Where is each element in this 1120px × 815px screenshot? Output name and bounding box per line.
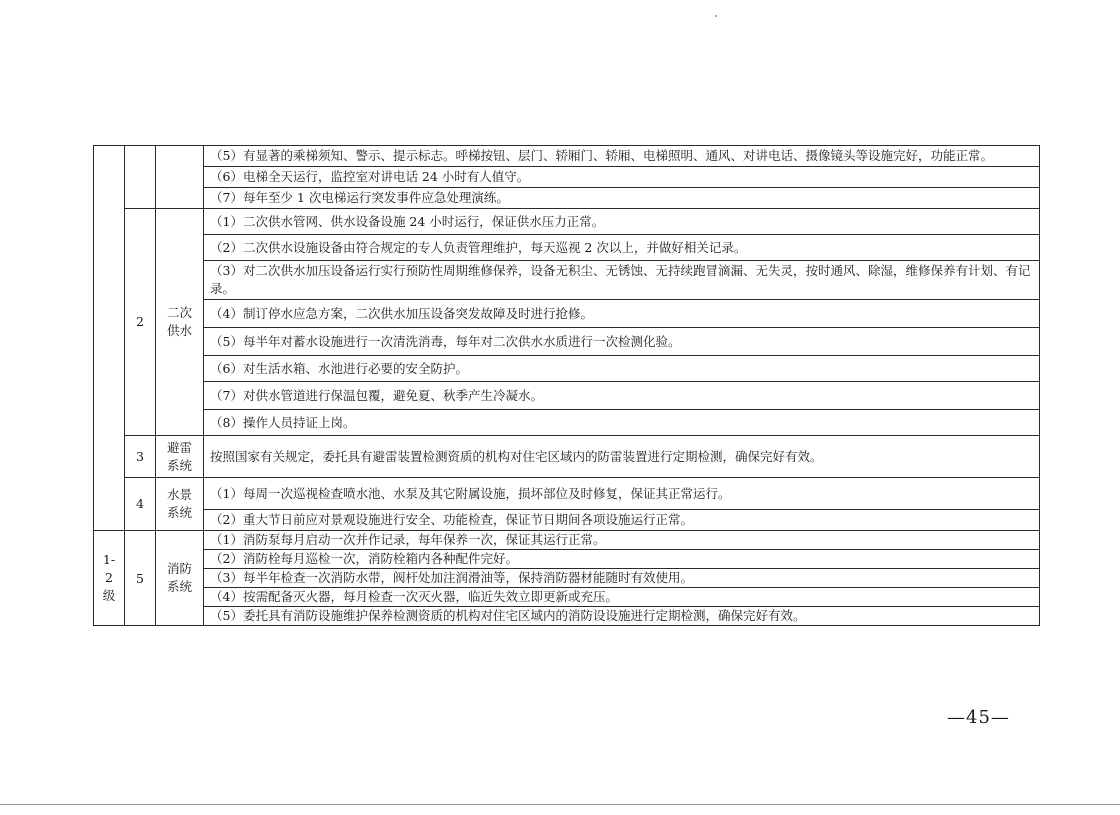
requirement-text: （5）委托具有消防设施维护保养检测资质的机构对住宅区域内的消防设设施进行定期检测，确保完好有效。: [204, 607, 1040, 626]
level-line: 2: [105, 570, 113, 585]
table-row: [94, 588, 1040, 607]
table-row: [94, 300, 1040, 328]
table-row: [94, 607, 1040, 626]
table-row: [94, 261, 1040, 300]
item-name-line: 系统: [166, 579, 192, 594]
item-number: 4: [125, 478, 156, 531]
requirement-text: （5）每半年对蓄水设施进行一次清洗消毒，每年对二次供水水质进行一次检测化验。: [204, 328, 1040, 356]
maintenance-standards-table: [93, 145, 1040, 531]
table-row: [94, 510, 1040, 531]
level-cell-upper: [94, 146, 125, 531]
requirement-text: （8）操作人员持证上岗。: [204, 410, 1040, 436]
table-row: [94, 188, 1040, 209]
item-number: 2: [125, 209, 156, 436]
requirement-text: （6）电梯全天运行，监控室对讲电话 24 小时有人值守。: [204, 167, 1040, 188]
requirement-text: （6）对生活水箱、水池进行必要的安全防护。: [204, 356, 1040, 382]
table-row: [94, 209, 1040, 235]
item-number: 5: [125, 531, 156, 626]
requirement-text: （2）二次供水设施设备由符合规定的专人负责管理维护，每天巡视 2 次以上，并做好相关记录。: [204, 235, 1040, 261]
requirement-text: （1）二次供水管网、供水设备设施 24 小时运行，保证供水压力正常。: [204, 209, 1040, 235]
requirement-text: （7）每年至少 1 次电梯运行突发事件应急处理演练。: [204, 188, 1040, 209]
table-row: [94, 356, 1040, 382]
item-name: [156, 209, 204, 436]
item-name: [156, 478, 204, 531]
item-name: [156, 436, 204, 478]
table-row: [94, 410, 1040, 436]
scan-speck: [715, 15, 717, 17]
item-name-line: 系统: [166, 457, 192, 473]
level-line: 级: [102, 588, 116, 603]
requirement-text: （2）消防栓每月巡检一次，消防栓箱内各种配件完好。: [204, 550, 1040, 569]
item-name: [156, 531, 204, 626]
table-row: [94, 382, 1040, 410]
item-name-line: 消防: [166, 561, 192, 576]
requirement-text: （1）消防泵每月启动一次并作记录，每年保养一次，保证其运行正常。: [204, 531, 1040, 550]
item-name-line: 供水: [166, 323, 192, 338]
requirement-text: （4）按需配备灭火器，每月检查一次灭火器，临近失效立即更新或充压。: [204, 588, 1040, 607]
name-cell-elevator: [156, 146, 204, 209]
requirement-text: （2）重大节日前应对景观设施进行安全、功能检查，保证节日期间各项设施运行正常。: [204, 510, 1040, 531]
requirement-text: 按照国家有关规定，委托具有避雷装置检测资质的机构对住宅区域内的防雷装置进行定期检测，确保完好有效。: [204, 436, 1040, 478]
item-name-line: 系统: [166, 505, 192, 520]
table-row: [94, 478, 1040, 510]
fire-system-table: [93, 530, 1040, 626]
requirement-text: （4）制订停水应急方案，二次供水加压设备突发故障及时进行抢修。: [204, 300, 1040, 328]
table-row: [94, 531, 1040, 550]
item-number: 3: [125, 436, 156, 478]
item-name-line: 避雷: [166, 439, 192, 455]
level-cell: [94, 531, 125, 626]
level-line: 1-: [102, 552, 116, 567]
requirement-text: （3）每半年检查一次消防水带，阀杆处加注润滑油等，保持消防器材能随时有效使用。: [204, 569, 1040, 588]
no-cell-elevator: [125, 146, 156, 209]
table-row: [94, 328, 1040, 356]
table-row: [94, 436, 1040, 478]
table-row: [94, 146, 1040, 167]
table-row: [94, 235, 1040, 261]
item-name-line: 水景: [166, 487, 192, 502]
table-row: [94, 569, 1040, 588]
footer-rule: [0, 804, 1120, 805]
table-row: [94, 550, 1040, 569]
requirement-text: （5）有显著的乘梯须知、警示、提示标志。呼梯按钮、层门、轿厢门、轿厢、电梯照明、通风、对讲电话、摄像镜头等设施完好，功能正常。: [204, 146, 1040, 167]
item-name-line: 二次: [166, 305, 192, 320]
requirement-text: （3）对二次供水加压设备运行实行预防性周期维修保养，设备无积尘、无锈蚀、无持续跑冒滴漏、无失灵，按时通风、除湿，维修保养有计划、有记录。: [204, 261, 1040, 300]
page-number: —45—: [947, 707, 1010, 728]
requirement-text: （1）每周一次巡视检查喷水池、水泵及其它附属设施，损坏部位及时修复，保证其正常运行。: [204, 478, 1040, 510]
table-row: [94, 167, 1040, 188]
requirement-text: （7）对供水管道进行保温包覆，避免夏、秋季产生冷凝水。: [204, 382, 1040, 410]
